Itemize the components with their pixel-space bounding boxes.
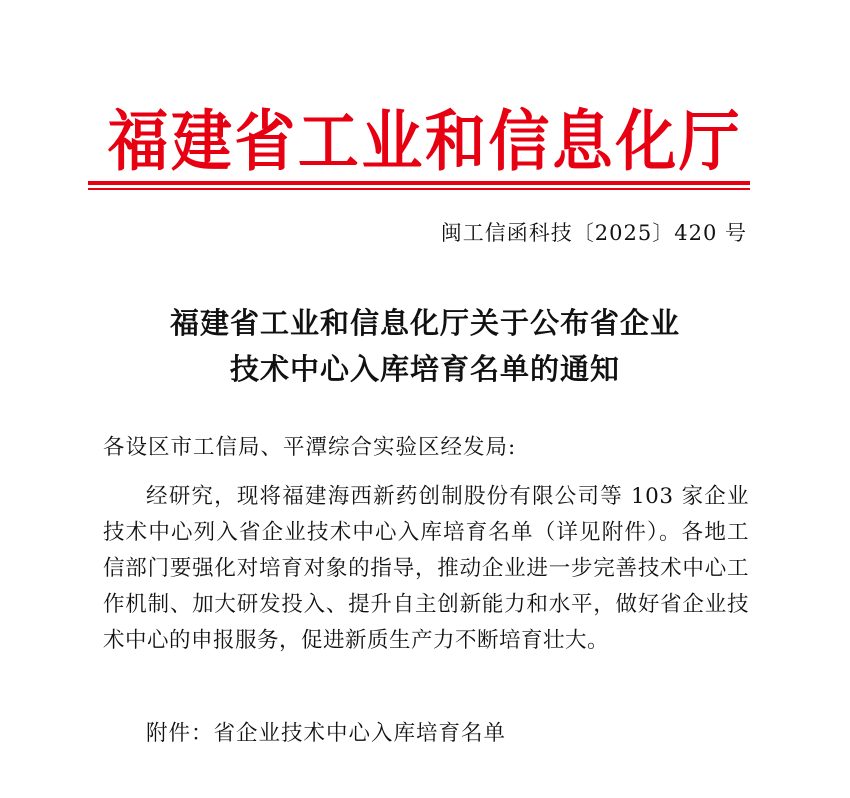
document-title-line-1: 福建省工业和信息化厅关于公布省企业 [169, 306, 680, 340]
document-title [0, 300, 850, 392]
salutation: 各设区市工信局、平潭综合实验区经发局: [103, 435, 517, 460]
document-number: 闽工信函科技〔2025〕420 号 [440, 221, 747, 245]
document-title-line-2: 技术中心入库培育名单的通知 [229, 352, 620, 386]
attachment-note: 附件：省企业技术中心入库培育名单 [146, 721, 507, 746]
organization-header: 福建省工业和信息化厅 [107, 103, 743, 180]
body-paragraph: 经研究，现将福建海西新药创制股份有限公司等 103 家企业技术中心列入省企业技术中心入库培育名单（详见附件）。各地工信部门要强化对培育对象的指导，推动企业进一步完善技术中心工作机制、加大研发投入、提升自主创新能力和水平，做好省企业技术中心的申报服务，促进新质生产力不断培育壮大。 [103, 484, 749, 653]
header-divider-thin [88, 188, 750, 190]
header-divider-thick [88, 181, 750, 185]
